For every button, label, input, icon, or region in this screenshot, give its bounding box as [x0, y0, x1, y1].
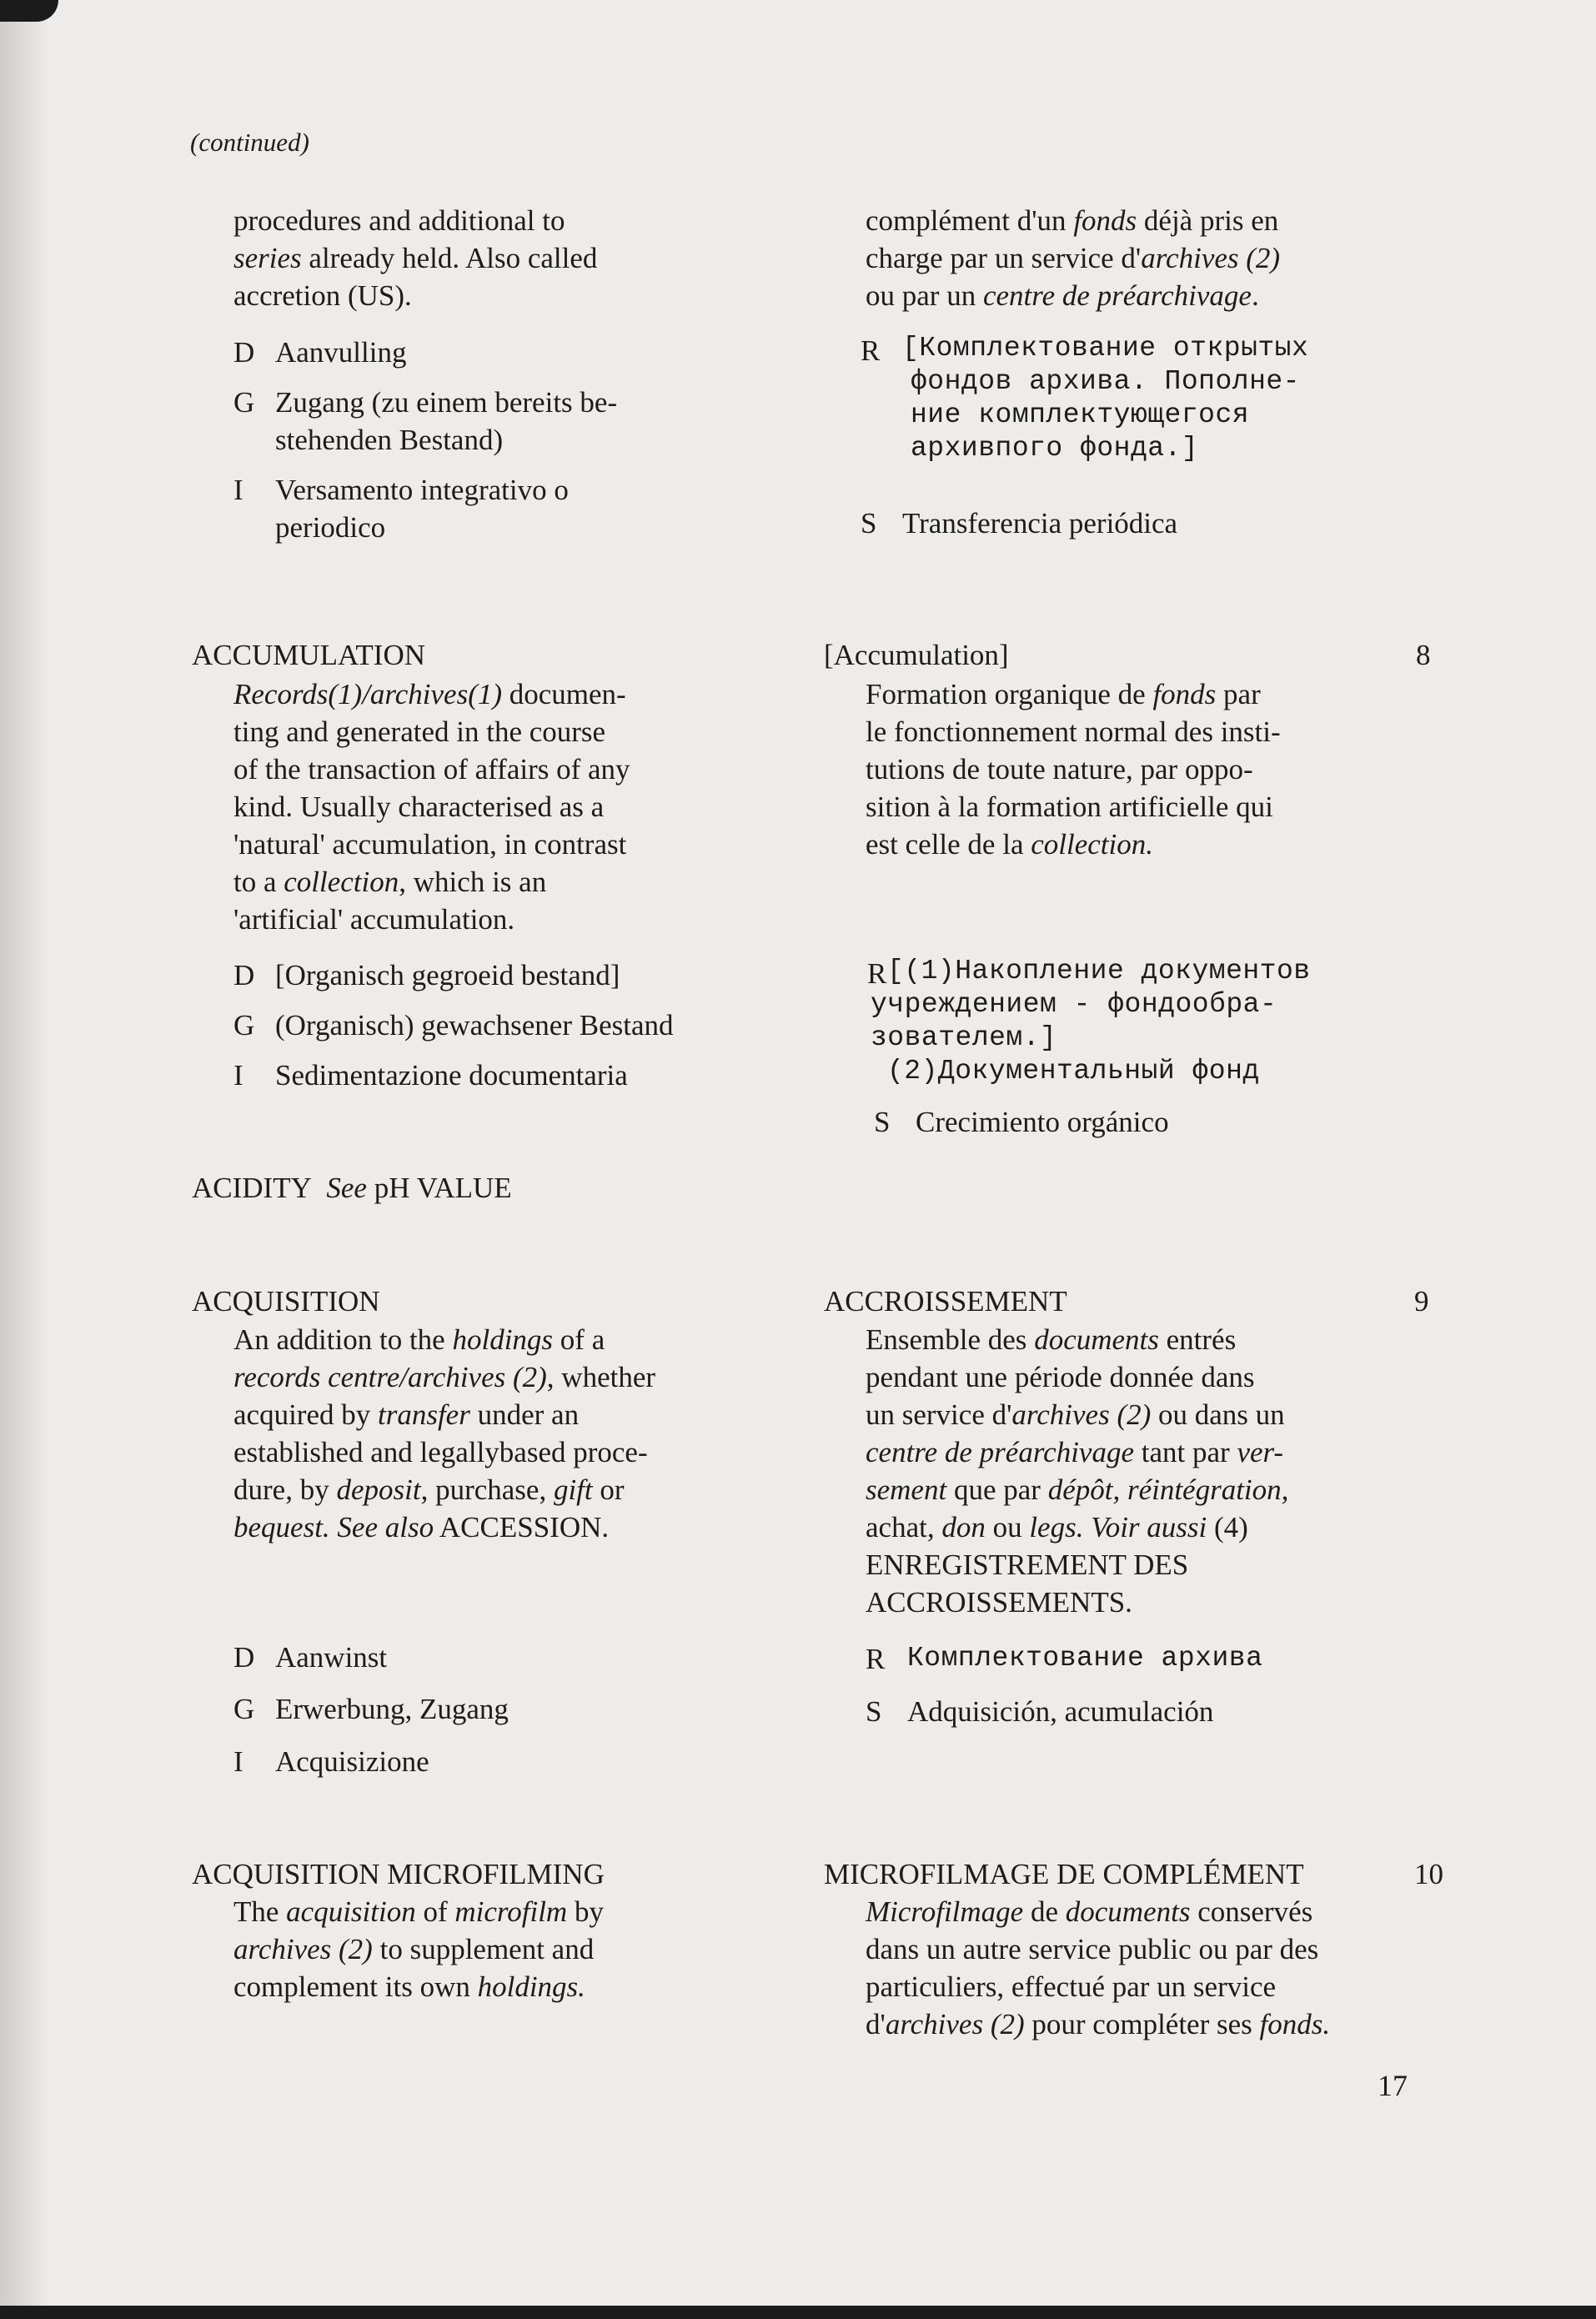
definition-line: d'archives (2) pour compléter ses fonds.: [866, 2008, 1331, 2040]
see-word: See: [326, 1172, 367, 1204]
definition-line: of the transaction of affairs of any: [233, 753, 630, 786]
entry-10-term-english: ACQUISITION MICROFILMING: [192, 1858, 605, 1890]
entry-8-number: 8: [1416, 639, 1431, 671]
entry-8-term-french: [Accumulation]: [824, 639, 1009, 671]
definition-line: archives (2) to supplement and: [233, 1933, 595, 1965]
definition-line: complement its own holdings.: [233, 1970, 585, 2003]
definition-line: complément d'un fonds déjà pris en: [866, 204, 1279, 237]
russian-term: архивпого фонда.]: [911, 433, 1199, 464]
definition-line: est celle de la collection.: [866, 828, 1153, 861]
russian-term: фондов архива. Пополне-: [911, 366, 1300, 397]
definition-line: Formation organique de fonds par: [866, 678, 1261, 710]
definition-line: tutions de toute nature, par oppo-: [866, 753, 1253, 786]
language-code-r: R: [867, 957, 887, 990]
italian-term: Acquisizione: [275, 1745, 429, 1778]
definition-line: sement que par dépôt, réintégration,: [866, 1473, 1289, 1506]
definition-line: 'natural' accumulation, in contrast: [233, 828, 627, 861]
entry-8-italian: [233, 1057, 628, 1094]
dutch-term: [Organisch gegroeid bestand]: [275, 959, 620, 991]
italian-term: Versamento integrativo o: [275, 474, 569, 506]
definition-line: records centre/archives (2), whether: [233, 1361, 656, 1393]
entry-8-french-definition: [866, 675, 1281, 863]
definition-line: The acquisition of microfilm by: [233, 1895, 604, 1928]
entry-cont-italian: [233, 471, 569, 546]
see-reference-acidity: [192, 1169, 512, 1207]
definition-line: kind. Usually characterised as a: [233, 791, 605, 823]
dutch-term: Aanwinst: [275, 1641, 388, 1674]
definition-line: dure, by deposit, purchase, gift or: [233, 1473, 625, 1506]
entry-8-spanish: [874, 1103, 1169, 1141]
spanish-term: Adquisición, acumulación: [907, 1695, 1214, 1728]
definition-line: sition à la formation artificielle qui: [866, 791, 1273, 823]
entry-8-term-english: ACCUMULATION: [192, 639, 425, 671]
entry-8-german: [233, 1006, 674, 1044]
language-code-d: D: [233, 336, 255, 369]
language-code-s: S: [874, 1106, 891, 1138]
language-code-r: R: [866, 1643, 886, 1675]
see-term: ACIDITY: [192, 1172, 312, 1204]
definition-line: Records(1)/archives(1) documen-: [233, 678, 626, 710]
definition-line: ting and generated in the course: [233, 715, 606, 748]
definition-line: series already held. Also called: [233, 242, 598, 274]
definition-line: ENREGISTREMENT DES: [866, 1549, 1189, 1581]
german-term: Erwerbung, Zugang: [275, 1693, 509, 1725]
definition-line: acquired by transfer under an: [233, 1398, 580, 1431]
definition-line: 'artificial' accumulation.: [233, 903, 515, 936]
definition-line: un service d'archives (2) ou dans un: [866, 1398, 1285, 1431]
definition-line: particuliers, effectué par un service: [866, 1970, 1277, 2003]
entry-9-german: [233, 1690, 509, 1728]
entry-10-french-definition: [866, 1893, 1330, 2043]
german-term: Zugang (zu einem bereits be-: [275, 386, 618, 419]
entry-9-english-definition: [233, 1321, 655, 1546]
entry-cont-german: [233, 384, 617, 459]
entry-8-dutch: [233, 956, 620, 994]
language-code-g: G: [233, 1009, 255, 1042]
language-code-g: G: [233, 1693, 255, 1725]
entry-cont-spanish: [861, 504, 1177, 542]
entry-cont-dutch: [233, 334, 406, 371]
entry-9-italian: [233, 1743, 429, 1780]
entry-9-dutch: [233, 1639, 387, 1676]
entry-9-spanish: [866, 1693, 1213, 1730]
language-code-r: R: [861, 334, 881, 367]
definition-line: centre de préarchivage tant par ver-: [866, 1436, 1284, 1468]
definition-line: pendant une période donnée dans: [866, 1361, 1255, 1393]
language-code-i: I: [233, 1745, 243, 1778]
definition-line: to a collection, which is an: [233, 866, 547, 898]
language-code-d: D: [233, 1641, 255, 1674]
russian-term: ние комплектующегося: [911, 399, 1250, 430]
definition-line: Ensemble des documents entrés: [866, 1323, 1237, 1356]
german-term: (Organisch) gewachsener Bestand: [275, 1009, 674, 1042]
definition-line: established and legallybased proce-: [233, 1436, 648, 1468]
definition-line: accretion (US).: [233, 279, 412, 312]
language-code-i: I: [233, 1059, 243, 1092]
language-code-d: D: [233, 959, 255, 991]
language-code-g: G: [233, 386, 255, 419]
definition-line: ou par un centre de préarchivage.: [866, 279, 1259, 312]
definition-line: charge par un service d'archives (2): [866, 242, 1281, 274]
entry-9-term-french: ACCROISSEMENT: [824, 1285, 1067, 1318]
russian-term: учреждением - фондообра-: [871, 989, 1277, 1020]
definition-line: An addition to the holdings of a: [233, 1323, 605, 1356]
definition-line: Microfilmage de documents conservés: [866, 1895, 1313, 1928]
russian-term: Комплектование архива: [907, 1643, 1263, 1674]
russian-term: (2)Документальный фонд: [887, 1056, 1260, 1087]
german-term-cont: stehenden Bestand): [275, 424, 504, 456]
continued-label: (continued): [190, 128, 309, 157]
dutch-term: Aanvulling: [275, 336, 407, 369]
definition-line: bequest. See also ACCESSION.: [233, 1511, 610, 1543]
see-target: pH VALUE: [374, 1172, 512, 1204]
language-code-s: S: [866, 1695, 882, 1728]
definition-line: le fonctionnement normal des insti-: [866, 715, 1281, 748]
entry-9-term-english: ACQUISITION: [192, 1285, 380, 1318]
page-corner-shadow: [0, 0, 58, 22]
entry-cont-french-definition: [866, 202, 1280, 314]
page-number: 17: [1378, 2069, 1408, 2102]
russian-term: [(1)Накопление документов: [887, 956, 1311, 986]
entry-9-french-definition: [866, 1321, 1288, 1621]
italian-term-cont: periodico: [275, 511, 386, 544]
language-code-i: I: [233, 474, 243, 506]
definition-line: achat, don ou legs. Voir aussi (4): [866, 1511, 1248, 1543]
entry-10-number: 10: [1414, 1858, 1443, 1890]
definition-line: procedures and additional to: [233, 204, 565, 237]
russian-term: [Комплектование открытых: [902, 333, 1309, 364]
definition-line: ACCROISSEMENTS.: [866, 1586, 1132, 1619]
language-code-s: S: [861, 507, 877, 540]
entry-10-english-definition: [233, 1893, 604, 2005]
entry-9-number: 9: [1414, 1285, 1429, 1318]
entry-8-english-definition: [233, 675, 630, 938]
russian-term: зователем.]: [871, 1022, 1057, 1053]
definition-line: dans un autre service public ou par des: [866, 1933, 1319, 1965]
entry-10-term-french: MICROFILMAGE DE COMPLÉMENT: [824, 1858, 1304, 1890]
italian-term: Sedimentazione documentaria: [275, 1059, 628, 1092]
spanish-term: Transferencia periódica: [902, 507, 1178, 540]
spanish-term: Crecimiento orgánico: [916, 1106, 1169, 1138]
entry-cont-english-definition: [233, 202, 597, 314]
